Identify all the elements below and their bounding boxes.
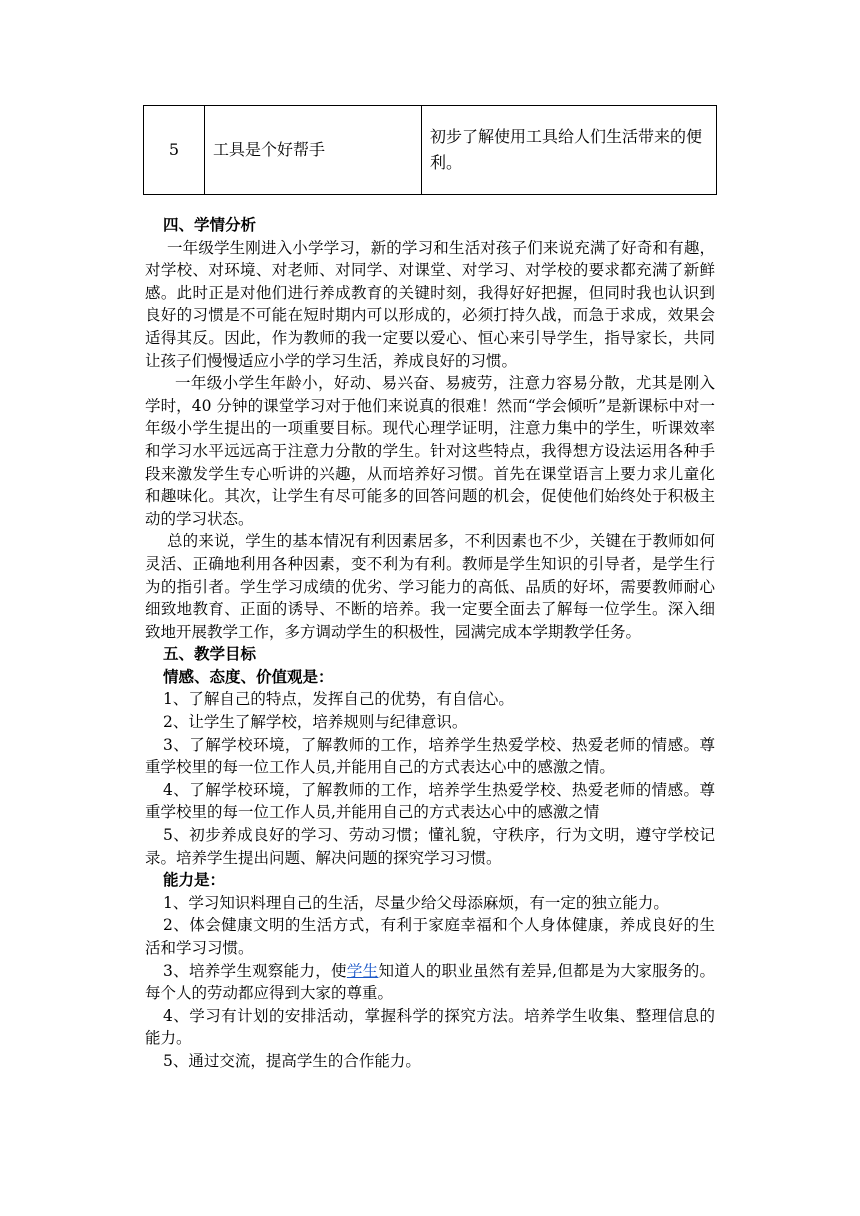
list-item: 4、了解学校环境，了解教师的工作，培养学生热爱学校、热爱老师的情感。尊重学校里的每一位工作人员,并能用自己的方式表达心中的感激之情 xyxy=(145,780,715,822)
unit-title-cell: 工具是个好帮手 xyxy=(205,106,422,195)
list-item: 3、了解学校环境，了解教师的工作，培养学生热爱学校、热爱老师的情感。尊重学校里的每一位工作人员,并能用自己的方式表达心中的感激之情。 xyxy=(145,735,715,777)
document-body xyxy=(145,214,715,1073)
paragraph: 一年级小学生年龄小，好动、易兴奋、易疲劳，注意力容易分散，尤其是刚入学时，40 分钟的课堂学习对于他们来说真的很难！然而“学会倾听”是新课标中对一年级小学生提出的一项重要目标。现代心理学证明，注意力集中的学生，听课效率和学习水平远远高于注意力分散的学生。针对这些特点，我得想方设法运用各种手段来激发学生专心听讲的兴趣，从而培养好习惯。首先在课堂语言上要力求儿童化和趣味化。其次，让学生有尽可能多的回答问题的机会，促使他们始终处于积极主动的学习状态。 xyxy=(145,374,715,528)
table-row xyxy=(144,106,717,195)
list-item: 1、了解自己的特点，发挥自己的优势，有自信心。 xyxy=(163,690,514,709)
list-item: 5、通过交流，提高学生的合作能力。 xyxy=(163,1051,421,1070)
paragraph: 总的来说，学生的基本情况有利因素居多，不利因素也不少，关键在于教师如何灵活、正确地利用各种因素，变不利为有利。教师是学生知识的引导者，是学生行为的指引者。学生学习成绩的优劣、学习能力的高低、品质的好坏，需要教师耐心细致地教育、正面的诱导、不断的培养。我一定要全面去了解每一位学生。深入细致地开展教学工作，多方调动学生的积极性，园满完成本学期教学任务。 xyxy=(145,532,715,641)
list-item-text: 知道人的职业虽然有差异,但都是为大家服务的。每个人的劳动都应得到大家的尊重。 xyxy=(145,961,715,1003)
section-heading-teaching-goals: 五、教学目标 xyxy=(163,644,257,664)
list-item xyxy=(145,960,715,1005)
paragraph: 一年级学生刚进入小学学习，新的学习和生活对孩子们来说充满了好奇和有趣，对学校、对环境、对老师、对同学、对课堂、对学习、对学校的要求都充满了新鲜感。此时正是对他们进行养成教育的关键时刻，我得好好把握，但同时我也认识到良好的习惯是不可能在短时期内可以形成的，必须打持久战，而急于求成，效果会适得其反。因此，作为教师的我一定要以爱心、恒心来引导学生，指导家长，共同让孩子们慢慢适应小学的学习生活，养成良好的习惯。 xyxy=(145,238,715,370)
list-item: 5、初步养成良好的学习、劳动习惯；懂礼貌，守秩序，行为文明，遵守学校记录。培养学生提出问题、解决问题的探究学习习惯。 xyxy=(145,826,715,867)
list-item: 4、学习有计划的安排活动，掌握科学的探究方法。培养学生收集、整理信息的能力。 xyxy=(145,1006,715,1048)
list-item-text: 3、培养学生观察能力，使 xyxy=(163,961,347,980)
subheading-ability: 能力是： xyxy=(163,870,226,890)
list-item: 2、体会健康文明的生活方式，有利于家庭幸福和个人身体健康，养成良好的生活和学习习惯。 xyxy=(145,916,715,957)
unit-number-cell: 5 xyxy=(144,106,205,195)
unit-goal-cell: 初步了解使用工具给人们生活带来的便利。 xyxy=(422,106,717,195)
unit-table xyxy=(143,105,717,195)
section-heading-learning-analysis: 四、学情分析 xyxy=(163,215,257,234)
subheading-emotion-attitude: 情感、态度、价值观是： xyxy=(163,666,334,686)
list-item: 2、让学生了解学校，培养规则与纪律意识。 xyxy=(163,713,468,732)
student-link[interactable]: 学生 xyxy=(346,961,379,980)
list-item: 1、学习知识料理自己的生活，尽量少给父母添麻烦，有一定的独立能力。 xyxy=(163,893,669,912)
